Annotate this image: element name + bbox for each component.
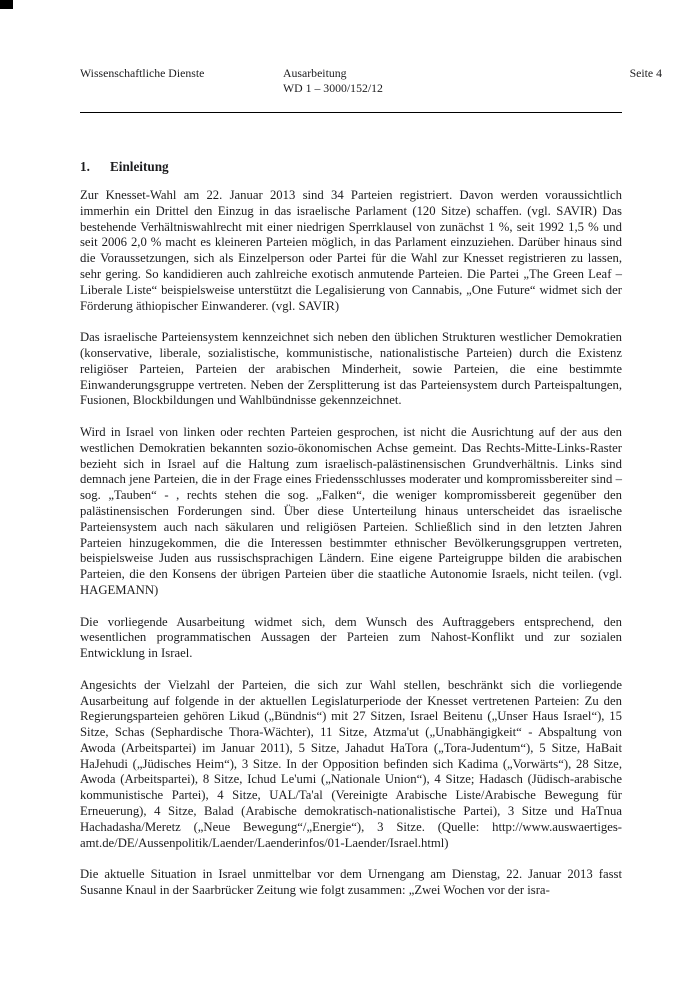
body-paragraph: Die aktuelle Situation in Israel unmittelbar vor dem Urnengang am Dienstag, 22. Januar 2013 fasst Susanne Knaul in der Saarbrücker Zeitung wie folgt zusammen: „Zwei Wochen vor der isra- — [80, 867, 622, 898]
header-doc-info — [283, 66, 383, 95]
page-content — [80, 0, 662, 915]
header-page-number: Seite 4 — [629, 66, 662, 80]
header-doc-type: Ausarbeitung — [283, 66, 347, 80]
header-doc-number: WD 1 – 3000/152/12 — [283, 80, 383, 95]
section-heading — [80, 159, 622, 175]
body-paragraph: Das israelische Parteiensystem kennzeichnet sich neben den üblichen Strukturen westlicher Demokratien (konservative, liberale, sozialistische, kommunistische, nationalistische Parteien) durch die Existenz religiöser Parteien, Parteien der arabischen Minderheit, sowie Parteien, die eine bestimmte Einwanderungsgruppe vertreten. Neben der Zersplitterung ist das Parteiensystem durch Parteispaltungen, Fusionen, Blockbildungen und Wahlbündnisse gekennzeichnet. — [80, 330, 622, 408]
section-title: Einleitung — [110, 159, 169, 174]
header-divider — [80, 112, 622, 113]
section-number: 1. — [80, 159, 90, 174]
body-paragraph: Die vorliegende Ausarbeitung widmet sich, dem Wunsch des Auftraggebers entsprechend, den wesentlichen programmatischen Aussagen der Parteien zum Nahost-Konflikt und zur sozialen Entwicklung in Israel. — [80, 614, 622, 661]
document-header — [80, 66, 662, 96]
body-paragraph: Angesichts der Vielzahl der Parteien, die sich zur Wahl stellen, beschränkt sich die vorliegende Ausarbeitung auf folgende in der aktuellen Legislaturperiode der Knesset vertretenen Parteien: Zu den Regierungsparteien gehören Likud („Bündnis“) mit 27 Sitzen, Israel Beitenu („Unser Haus Israel“), 15 Sitze, Schas (Sephardische Thora-Wächter), 11 Sitze, Atzma'ut („Unabhängigkeit“ - Abspaltung von Awoda (Arbeitspartei) im Januar 2011), 5 Sitze, Jahadut HaTora („Tora-Judentum“), 5 Sitze, HaBait HaJehudi („Jüdisches Heim“), 3 Sitze. In der Opposition befinden sich Kadima („Vorwärts“), 28 Sitze, Awoda (Arbeitspartei), 8 Sitze, Ichud Le'umi („Nationale Union“), 4 Sitze; Hadasch (Jüdisch-arabische kommunistische Partei), 4 Sitze, UAL/Ta'al (Vereinigte Arabische Liste/Arabische Bewegung für Erneuerung), 4 Sitze, Balad (Arabische demokratisch-nationalistische Partei), 3 Sitze und HaTnua Hachadasha/Meretz („Neue Bewegung“/„Energie“), 3 Sitze. (Quelle: http://www.auswaertiges-amt.de/DE/Aussenpolitik/Laender/Laenderinfos/01-Laender/Israel.html) — [80, 677, 622, 850]
corner-mark — [0, 0, 13, 9]
body-paragraph: Zur Knesset-Wahl am 22. Januar 2013 sind 34 Parteien registriert. Davon werden voraussichtlich immerhin ein Drittel den Einzug in das israelische Parlament (120 Sitze) schaffen. (vgl. SAVIR) Das bestehende Verhältniswahlrecht mit einer niedrigen Sperrklausel von zunächst 1 %, seit 1992 1,5 % und seit 2006 2,0 % macht es kleineren Parteien möglich, in das Parlament einzuziehen. Darüber hinaus sind die Voraussetzungen, sich als Einzelperson oder Partei für die Wahl zur Knesset registrieren zu lassen, sehr gering. So kandidieren auch zahlreiche exotisch anmutende Parteien. Die Partei „The Green Leaf – Liberale Liste“ beispielsweise unterstützt die Legalisierung von Cannabis, „One Future“ widmet sich der Förderung äthiopischer Einwanderer. (vgl. SAVIR) — [80, 188, 622, 313]
body-paragraph: Wird in Israel von linken oder rechten Parteien gesprochen, ist nicht die Ausrichtung auf der aus den westlichen Demokratien bekannten sozio-ökonomischen Achse gemeint. Das Rechts-Mitte-Links-Raster bezieht sich in Israel auf die Haltung zum israelisch-palästinensischen Grundverhältnis. Links sind demnach jene Parteien, die in der Frage eines Friedensschlusses moderater und kompromissbereiter sind – sog. „Tauben“ - , rechts stehen die sog. „Falken“, die weniger kompromissbereit gegenüber den palästinensischen Forderungen sind. Über diese Unterteilung hinaus unterscheidet das israelische Parteiensystem auch nach säkularen und religiösen Parteien. Schließlich sind in den letzten Jahren Parteien hinzugekommen, die die Interessen bestimmter ethnischer Bevölkerungsgruppen vertreten, beispielsweise Juden aus russischsprachigen Ländern. Eine eigene Parteigruppe bilden die arabischen Parteien, die den Konsens der übrigen Parteien über die staatliche Autonomie Israels, nicht teilen. (vgl. HAGEMANN) — [80, 424, 622, 597]
header-organization: Wissenschaftliche Dienste — [80, 66, 205, 80]
